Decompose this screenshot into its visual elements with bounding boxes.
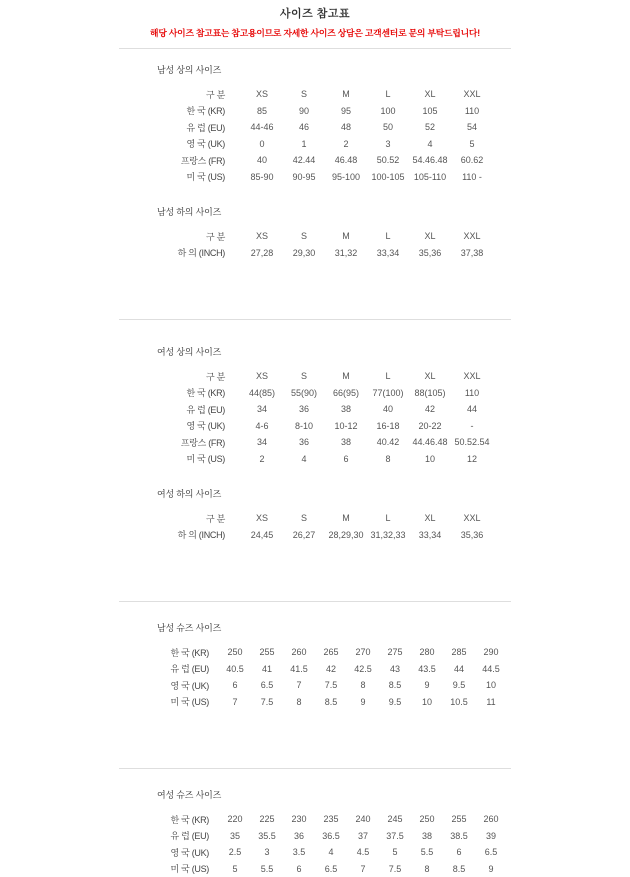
size-cell: 88(105) — [409, 385, 451, 402]
column-header: XXL — [451, 368, 493, 385]
size-cell: 41 — [251, 661, 283, 678]
size-cell: 8-10 — [283, 418, 325, 435]
size-cell: 90-95 — [283, 169, 325, 186]
size-cell: 8 — [283, 694, 315, 711]
section-divider — [119, 601, 511, 602]
column-header: S — [283, 228, 325, 245]
column-header-label: 구 분 — [157, 510, 241, 527]
section-divider — [119, 319, 511, 320]
size-cell: 38.5 — [443, 828, 475, 845]
size-cell: 10-12 — [325, 418, 367, 435]
mens-top-size-table — [157, 86, 493, 185]
size-cell: 7.5 — [379, 861, 411, 877]
size-cell: 52 — [409, 119, 451, 136]
size-cell: 6 — [443, 844, 475, 861]
size-cell: 50.52.54 — [451, 434, 493, 451]
table-row — [157, 152, 493, 169]
table-row — [157, 844, 507, 861]
size-cell: 16-18 — [367, 418, 409, 435]
size-cell: 40.5 — [219, 661, 251, 678]
size-cell: 54.46.48 — [409, 152, 451, 169]
row-label: 미 국 (US) — [157, 861, 219, 877]
column-header: M — [325, 510, 367, 527]
section-title: 여성 하의 사이즈 — [157, 487, 511, 500]
size-cell: 35,36 — [409, 245, 451, 262]
size-cell: 35.5 — [251, 828, 283, 845]
size-cell: 31,32,33 — [367, 527, 409, 544]
column-header-label: 구 분 — [157, 228, 241, 245]
size-cell: 250 — [411, 811, 443, 828]
size-cell: 270 — [347, 644, 379, 661]
section-womens-bottom — [157, 487, 511, 543]
column-header: XS — [241, 368, 283, 385]
size-cell: 7 — [219, 694, 251, 711]
size-cell: 33,34 — [367, 245, 409, 262]
section-title: 여성 슈즈 사이즈 — [157, 788, 511, 801]
section-title: 남성 슈즈 사이즈 — [157, 621, 511, 634]
size-cell: 5.5 — [411, 844, 443, 861]
size-cell: 95 — [325, 103, 367, 120]
mens-shoes-size-table — [157, 644, 507, 710]
table-row — [157, 811, 507, 828]
row-label: 프랑스 (FR) — [157, 152, 241, 169]
size-cell: 7 — [283, 677, 315, 694]
section-mens-top — [157, 63, 511, 185]
size-cell: 20-22 — [409, 418, 451, 435]
table-row — [157, 385, 493, 402]
size-cell: 7 — [347, 861, 379, 877]
table-row — [157, 861, 507, 877]
size-cell: 31,32 — [325, 245, 367, 262]
size-cell: 46.48 — [325, 152, 367, 169]
row-label: 영 국 (UK) — [157, 844, 219, 861]
womens-top-size-table — [157, 368, 493, 467]
column-header: M — [325, 368, 367, 385]
size-cell: 12 — [451, 451, 493, 468]
size-cell: 43.5 — [411, 661, 443, 678]
row-label: 한 국 (KR) — [157, 385, 241, 402]
size-cell: 5 — [379, 844, 411, 861]
row-label: 한 국 (KR) — [157, 644, 219, 661]
table-row — [157, 136, 493, 153]
row-label: 한 국 (KR) — [157, 103, 241, 120]
size-cell: 8 — [347, 677, 379, 694]
size-cell: 38 — [325, 434, 367, 451]
section-title: 남성 상의 사이즈 — [157, 63, 511, 76]
column-header: XXL — [451, 510, 493, 527]
size-cell: 44.46.48 — [409, 434, 451, 451]
size-cell: 50.52 — [367, 152, 409, 169]
size-cell: 6.5 — [315, 861, 347, 877]
size-cell: 280 — [411, 644, 443, 661]
size-cell: 6 — [283, 861, 315, 877]
size-cell: 34 — [241, 434, 283, 451]
column-header-label: 구 분 — [157, 368, 241, 385]
size-cell: 46 — [283, 119, 325, 136]
size-cell: 240 — [347, 811, 379, 828]
size-cell: 9 — [347, 694, 379, 711]
size-cell: 26,27 — [283, 527, 325, 544]
size-cell: 50 — [367, 119, 409, 136]
size-cell: 37,38 — [451, 245, 493, 262]
size-cell: 5.5 — [251, 861, 283, 877]
size-cell: 10 — [475, 677, 507, 694]
table-header-row — [157, 510, 493, 527]
size-cell: 230 — [283, 811, 315, 828]
size-cell: 40 — [367, 401, 409, 418]
size-cell: 275 — [379, 644, 411, 661]
section-title: 남성 하의 사이즈 — [157, 205, 511, 218]
size-cell: - — [451, 418, 493, 435]
size-cell: 105 — [409, 103, 451, 120]
table-header-row — [157, 368, 493, 385]
table-row — [157, 661, 507, 678]
size-cell: 95-100 — [325, 169, 367, 186]
size-cell: 265 — [315, 644, 347, 661]
size-cell: 245 — [379, 811, 411, 828]
size-cell: 77(100) — [367, 385, 409, 402]
size-cell: 6 — [325, 451, 367, 468]
row-label: 프랑스 (FR) — [157, 434, 241, 451]
size-cell: 5 — [451, 136, 493, 153]
womens-shoes-size-table — [157, 811, 507, 877]
row-label: 하 의 (INCH) — [157, 527, 241, 544]
column-header: XXL — [451, 228, 493, 245]
column-header: S — [283, 368, 325, 385]
size-cell: 4 — [315, 844, 347, 861]
size-cell: 8 — [411, 861, 443, 877]
row-label: 영 국 (UK) — [157, 418, 241, 435]
size-cell: 90 — [283, 103, 325, 120]
size-cell: 36 — [283, 828, 315, 845]
mens-bottom-size-table — [157, 228, 493, 261]
column-header: XL — [409, 86, 451, 103]
size-cell: 9 — [475, 861, 507, 877]
size-cell: 9.5 — [379, 694, 411, 711]
size-cell: 255 — [443, 811, 475, 828]
table-header-row — [157, 86, 493, 103]
table-row — [157, 401, 493, 418]
size-cell: 6.5 — [251, 677, 283, 694]
size-cell: 110 - — [451, 169, 493, 186]
size-cell: 4.5 — [347, 844, 379, 861]
column-header: XS — [241, 510, 283, 527]
size-cell: 105-110 — [409, 169, 451, 186]
size-cell: 37.5 — [379, 828, 411, 845]
size-cell: 6 — [219, 677, 251, 694]
size-cell: 3 — [367, 136, 409, 153]
row-label: 유 럽 (EU) — [157, 661, 219, 678]
size-cell: 250 — [219, 644, 251, 661]
size-cell: 225 — [251, 811, 283, 828]
size-cell: 8.5 — [315, 694, 347, 711]
size-cell: 3 — [251, 844, 283, 861]
section-mens-shoes — [157, 621, 511, 710]
size-cell: 9 — [411, 677, 443, 694]
size-cell: 235 — [315, 811, 347, 828]
size-cell: 10 — [411, 694, 443, 711]
size-cell: 44(85) — [241, 385, 283, 402]
size-cell: 44-46 — [241, 119, 283, 136]
size-cell: 42 — [315, 661, 347, 678]
size-cell: 40 — [241, 152, 283, 169]
size-cell: 110 — [451, 385, 493, 402]
size-cell: 29,30 — [283, 245, 325, 262]
size-cell: 2 — [241, 451, 283, 468]
size-cell: 54 — [451, 119, 493, 136]
size-cell: 8.5 — [443, 861, 475, 877]
table-row — [157, 434, 493, 451]
row-label: 미 국 (US) — [157, 169, 241, 186]
size-cell: 36.5 — [315, 828, 347, 845]
size-cell: 6.5 — [475, 844, 507, 861]
table-header-row — [157, 228, 493, 245]
column-header: XL — [409, 228, 451, 245]
row-label: 유 럽 (EU) — [157, 401, 241, 418]
size-cell: 66(95) — [325, 385, 367, 402]
table-row — [157, 694, 507, 711]
column-header: M — [325, 228, 367, 245]
table-row — [157, 119, 493, 136]
size-cell: 60.62 — [451, 152, 493, 169]
size-cell: 33,34 — [409, 527, 451, 544]
size-cell: 36 — [283, 434, 325, 451]
size-cell: 8 — [367, 451, 409, 468]
row-label: 영 국 (UK) — [157, 136, 241, 153]
size-cell: 35 — [219, 828, 251, 845]
row-label: 유 럽 (EU) — [157, 828, 219, 845]
size-cell: 34 — [241, 401, 283, 418]
table-row — [157, 828, 507, 845]
column-header: M — [325, 86, 367, 103]
size-cell: 2.5 — [219, 844, 251, 861]
size-cell: 220 — [219, 811, 251, 828]
size-cell: 2 — [325, 136, 367, 153]
size-cell: 260 — [475, 811, 507, 828]
column-header: S — [283, 86, 325, 103]
size-cell: 290 — [475, 644, 507, 661]
size-cell: 260 — [283, 644, 315, 661]
size-cell: 7.5 — [315, 677, 347, 694]
size-cell: 11 — [475, 694, 507, 711]
table-row — [157, 644, 507, 661]
size-cell: 4 — [283, 451, 325, 468]
size-cell: 55(90) — [283, 385, 325, 402]
section-divider — [119, 48, 511, 49]
size-cell: 110 — [451, 103, 493, 120]
table-row — [157, 677, 507, 694]
size-cell: 5 — [219, 861, 251, 877]
section-mens-bottom — [157, 205, 511, 261]
page-title: 사이즈 참고표 — [119, 7, 511, 21]
table-row — [157, 418, 493, 435]
size-cell: 38 — [325, 401, 367, 418]
size-cell: 40.42 — [367, 434, 409, 451]
table-row — [157, 169, 493, 186]
row-label: 미 국 (US) — [157, 694, 219, 711]
size-reference-page — [119, 0, 511, 877]
column-header: S — [283, 510, 325, 527]
section-divider — [119, 768, 511, 769]
size-cell: 38 — [411, 828, 443, 845]
column-header: L — [367, 86, 409, 103]
column-header: L — [367, 228, 409, 245]
size-cell: 0 — [241, 136, 283, 153]
size-cell: 85-90 — [241, 169, 283, 186]
size-cell: 35,36 — [451, 527, 493, 544]
column-header: XL — [409, 368, 451, 385]
size-cell: 41.5 — [283, 661, 315, 678]
table-row — [157, 451, 493, 468]
size-cell: 100 — [367, 103, 409, 120]
size-cell: 100-105 — [367, 169, 409, 186]
size-cell: 9.5 — [443, 677, 475, 694]
size-cell: 4-6 — [241, 418, 283, 435]
size-cell: 43 — [379, 661, 411, 678]
size-cell: 10 — [409, 451, 451, 468]
column-header: XS — [241, 86, 283, 103]
table-row — [157, 103, 493, 120]
size-cell: 285 — [443, 644, 475, 661]
size-cell: 24,45 — [241, 527, 283, 544]
row-label: 영 국 (UK) — [157, 677, 219, 694]
size-cell: 3.5 — [283, 844, 315, 861]
table-row — [157, 245, 493, 262]
size-cell: 36 — [283, 401, 325, 418]
section-womens-top — [157, 345, 511, 467]
row-label: 유 럽 (EU) — [157, 119, 241, 136]
size-cell: 44.5 — [475, 661, 507, 678]
size-cell: 7.5 — [251, 694, 283, 711]
size-cell: 39 — [475, 828, 507, 845]
size-cell: 42.44 — [283, 152, 325, 169]
size-cell: 48 — [325, 119, 367, 136]
size-cell: 8.5 — [379, 677, 411, 694]
size-cell: 42 — [409, 401, 451, 418]
size-cell: 37 — [347, 828, 379, 845]
column-header-label: 구 분 — [157, 86, 241, 103]
column-header: L — [367, 510, 409, 527]
size-cell: 4 — [409, 136, 451, 153]
notice-text: 해당 사이즈 참고표는 참고용이므로 자세한 사이즈 상담은 고객센터로 문의 부탁드립니다! — [119, 26, 511, 39]
womens-bottom-size-table — [157, 510, 493, 543]
row-label: 미 국 (US) — [157, 451, 241, 468]
column-header: L — [367, 368, 409, 385]
table-row — [157, 527, 493, 544]
size-cell: 44 — [443, 661, 475, 678]
row-label: 하 의 (INCH) — [157, 245, 241, 262]
column-header: XXL — [451, 86, 493, 103]
size-cell: 85 — [241, 103, 283, 120]
column-header: XL — [409, 510, 451, 527]
size-cell: 10.5 — [443, 694, 475, 711]
size-cell: 27,28 — [241, 245, 283, 262]
size-cell: 42.5 — [347, 661, 379, 678]
row-label: 한 국 (KR) — [157, 811, 219, 828]
size-cell: 44 — [451, 401, 493, 418]
size-cell: 28,29,30 — [325, 527, 367, 544]
column-header: XS — [241, 228, 283, 245]
size-cell: 1 — [283, 136, 325, 153]
section-womens-shoes — [157, 788, 511, 877]
section-title: 여성 상의 사이즈 — [157, 345, 511, 358]
size-cell: 255 — [251, 644, 283, 661]
